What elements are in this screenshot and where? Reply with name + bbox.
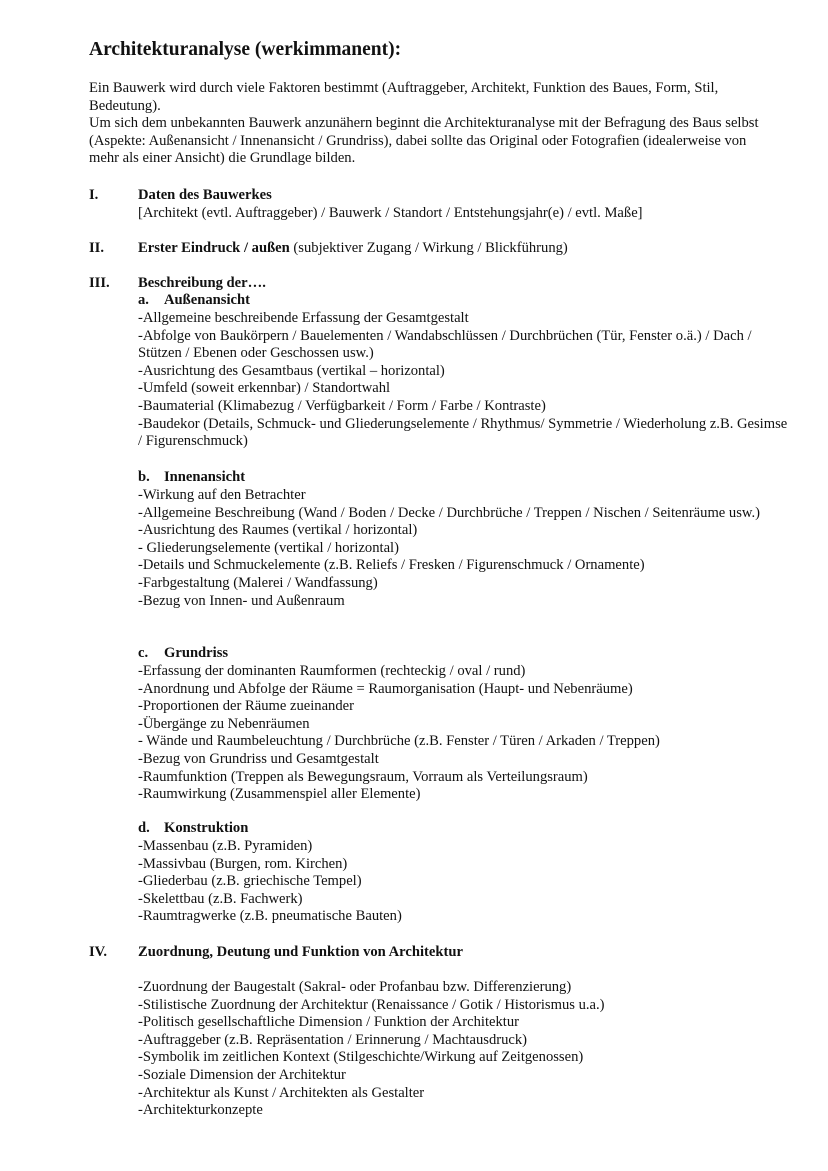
list-item: -Ausrichtung des Gesamtbaus (vertikal – horizontal) <box>138 362 445 379</box>
list-item: -Politisch gesellschaftliche Dimension / Funktion der Architektur <box>138 1014 519 1031</box>
subsection-list <box>138 663 798 804</box>
section-number: II. <box>89 240 105 256</box>
list-item: -Auftraggeber (z.B. Repräsentation / Erinnerung / Machtausdruck) <box>138 1031 528 1048</box>
list-item: -Umfeld (soweit erkennbar) / Standortwahl <box>138 380 391 397</box>
list-item: -Allgemeine Beschreibung (Wand / Boden / Decke / Durchbrüche / Treppen / Nischen / Seitenräume usw.) <box>138 504 761 521</box>
subsection-letter: c. <box>138 645 149 661</box>
section-text: [Architekt (evtl. Auftraggeber) / Bauwerk / Standort / Entstehungsjahr(e) / evtl. Maße] <box>138 204 643 221</box>
section-heading: Daten des Bauwerkes <box>138 187 272 203</box>
subsection-title: Außenansicht <box>164 292 250 308</box>
list-item: -Soziale Dimension der Architektur <box>138 1066 346 1083</box>
list-item: -Proportionen der Räume zueinander <box>138 698 354 715</box>
subsection-heading <box>138 820 248 838</box>
list-item: -Abfolge von Baukörpern / Bauelementen / Wandabschlüssen / Durchbrüchen (Tür, Fenster o.ä.) / Dach / Stützen / Ebenen oder Geschossen usw.) <box>138 327 752 362</box>
list-item: - Gliederungselemente (vertikal / horizontal) <box>138 539 399 556</box>
list-item: -Bezug von Grundriss und Gesamtgestalt <box>138 750 379 767</box>
list-item: -Raumwirkung (Zusammenspiel aller Elemente) <box>138 786 421 803</box>
section-heading: Beschreibung der…. <box>138 275 266 291</box>
list-item: -Gliederbau (z.B. griechische Tempel) <box>138 873 362 890</box>
list-item: -Skelettbau (z.B. Fachwerk) <box>138 890 303 907</box>
subsection-title: Konstruktion <box>164 820 249 836</box>
list-item: -Baudekor (Details, Schmuck- und Gliederungselemente / Rhythmus/ Symmetrie / Wiederholung z.B. Gesimse / Figurenschmuck) <box>138 415 788 450</box>
subsection-heading <box>138 645 228 663</box>
list-item: -Symbolik im zeitlichen Kontext (Stilgeschichte/Wirkung auf Zeitgenossen) <box>138 1049 584 1066</box>
list-item: -Zuordnung der Baugestalt (Sakral- oder Profanbau bzw. Differenzierung) <box>138 979 572 995</box>
intro-paragraph: Ein Bauwerk wird durch viele Faktoren bestimmt (Auftraggeber, Architekt, Funktion des Baues, Form, Stil, Bedeutung). <box>89 80 719 114</box>
section-list <box>138 979 798 1120</box>
list-item: -Allgemeine beschreibende Erfassung der Gesamtgestalt <box>138 310 469 326</box>
subsection-list <box>138 310 793 451</box>
list-item: -Architekturkonzepte <box>138 1102 263 1119</box>
list-item: -Architektur als Kunst / Architekten als Gestalter <box>138 1084 425 1101</box>
list-item: -Anordnung und Abfolge der Räume = Raumorganisation (Haupt- und Nebenräume) <box>138 680 633 697</box>
section-text: (subjektiver Zugang / Wirkung / Blickführung) <box>289 240 568 256</box>
list-item: -Massivbau (Burgen, rom. Kirchen) <box>138 855 348 872</box>
list-item: -Wirkung auf den Betrachter <box>138 487 306 503</box>
section-heading: Erster Eindruck / außen <box>138 240 290 256</box>
section-2 <box>138 240 568 258</box>
list-item: -Bezug von Innen- und Außenraum <box>138 592 345 609</box>
section-number: III. <box>89 275 110 291</box>
subsection-title: Innenansicht <box>164 469 246 485</box>
subsection-letter: b. <box>138 469 150 485</box>
list-item: -Raumfunktion (Treppen als Bewegungsraum, Vorraum als Verteilungsraum) <box>138 768 588 785</box>
list-item: -Massenbau (z.B. Pyramiden) <box>138 838 313 854</box>
subsection-title: Grundriss <box>164 645 229 661</box>
list-item: -Stilistische Zuordnung der Architektur (Renaissance / Gotik / Historismus u.a.) <box>138 996 605 1013</box>
list-item: -Ausrichtung des Raumes (vertikal / horizontal) <box>138 522 418 539</box>
list-item: -Details und Schmuckelemente (z.B. Reliefs / Fresken / Figurenschmuck / Ornamente) <box>138 557 645 574</box>
list-item: -Übergänge zu Nebenräumen <box>138 715 310 732</box>
subsection-list <box>138 487 770 610</box>
subsection-heading <box>138 292 250 310</box>
subsection-letter: a. <box>138 292 149 308</box>
subsection-heading <box>138 469 245 487</box>
section-number: IV. <box>89 944 107 960</box>
section-heading: Zuordnung, Deutung und Funktion von Architektur <box>138 944 463 960</box>
list-item: -Raumtragwerke (z.B. pneumatische Bauten) <box>138 908 402 925</box>
intro-paragraph: Um sich dem unbekannten Bauwerk anzunähern beginnt die Architekturanalyse mit der Befragung des Baus selbst (Aspekte: Außenansicht / Innenansicht / Grundriss), dabei sollte das Original oder Fotografien (idealerweise von mehr als einer Ansicht) die Grundlage bilden. <box>89 115 759 167</box>
document-title: Architekturanalyse (werkimmanent): <box>89 39 402 60</box>
list-item: -Farbgestaltung (Malerei / Wandfassung) <box>138 574 378 591</box>
list-item: -Baumaterial (Klimabezug / Verfügbarkeit / Form / Farbe / Kontraste) <box>138 397 546 414</box>
section-number: I. <box>89 187 99 203</box>
intro-text <box>89 80 779 168</box>
list-item: -Erfassung der dominanten Raumformen (rechteckig / oval / rund) <box>138 663 526 679</box>
list-item: - Wände und Raumbeleuchtung / Durchbrüche (z.B. Fenster / Türen / Arkaden / Treppen) <box>138 733 660 750</box>
subsection-letter: d. <box>138 820 150 836</box>
subsection-list <box>138 838 798 926</box>
section-1 <box>138 187 798 222</box>
